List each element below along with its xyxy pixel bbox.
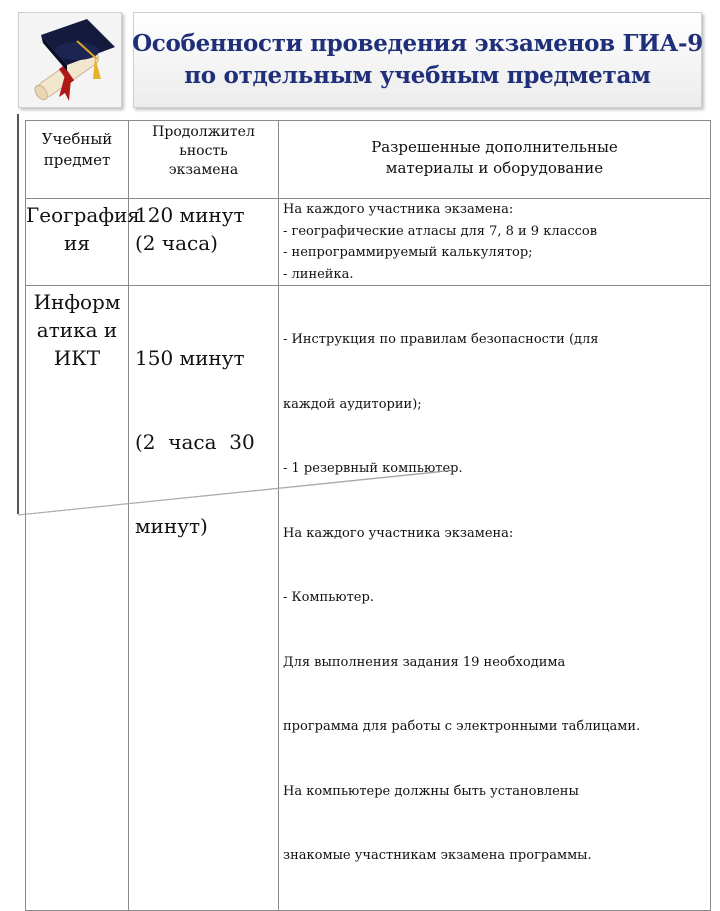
materials-cell (279, 199, 711, 286)
duration-text: минут) (135, 514, 208, 538)
subject-text: атика и (36, 318, 118, 342)
column-header-text: Разрешенные дополнительные (371, 138, 618, 156)
subject-cell (26, 286, 129, 911)
column-header-text: Продолжител (152, 124, 255, 140)
page-title-line-1: Особенности проведения экзаменов ГИА-9 (132, 30, 703, 57)
column-header-text: ьность (179, 143, 228, 159)
column-header-text: экзамена (168, 162, 239, 178)
materials-line: - линейка. (283, 266, 354, 282)
title-banner (133, 12, 702, 108)
column-header-materials (279, 121, 711, 199)
frame-line (17, 114, 19, 514)
duration-cell (129, 286, 279, 911)
materials-line: - Инструкция по правилам безопасности (для (283, 332, 599, 347)
materials-line: На каждого участника экзамена: (283, 202, 514, 217)
materials-line: - Компьютер. (283, 590, 374, 605)
page-title-line-2: по отдельным учебным предметам (184, 62, 651, 89)
subject-text: ИКТ (53, 346, 101, 370)
materials-line: На компьютере должны быть установлены (283, 783, 579, 799)
duration-text: (2 часа) (135, 231, 218, 255)
column-header-text: материалы и оборудование (385, 159, 604, 177)
graduation-cap-diploma-icon (19, 13, 121, 107)
subject-text: География (26, 203, 140, 227)
subject-text: ия (64, 231, 90, 255)
materials-line: программа для работы с электронными таблицами. (283, 719, 641, 734)
duration-text: 120 минут (135, 203, 245, 227)
column-header-text: Учебный (41, 130, 113, 148)
subject-cell (26, 199, 140, 286)
materials-line: каждой аудитории); (283, 396, 422, 412)
duration-cell (129, 199, 279, 286)
column-header-text: предмет (43, 151, 111, 169)
duration-text: (2 часа 30 (135, 430, 255, 454)
materials-line: - непрограммируемый калькулятор; (283, 245, 533, 260)
subject-text: Информ (33, 290, 121, 314)
materials-cell (279, 286, 711, 911)
materials-line: Для выполнения задания 19 необходима (283, 654, 566, 670)
table-row (26, 199, 711, 286)
table-row (26, 286, 711, 911)
materials-line: На каждого участника экзамена: (283, 525, 514, 541)
table-header-row (26, 121, 711, 199)
logo (18, 12, 122, 108)
duration-text: 150 минут (135, 346, 245, 370)
decorative-lines (0, 470, 460, 540)
materials-line: знакомые участникам экзамена программы. (283, 848, 592, 863)
column-header-duration (129, 121, 279, 199)
materials-line: - географические атласы для 7, 8 и 9 классов (283, 223, 598, 239)
materials-line: - 1 резервный компьютер. (283, 461, 463, 476)
column-header-subject (26, 121, 129, 199)
